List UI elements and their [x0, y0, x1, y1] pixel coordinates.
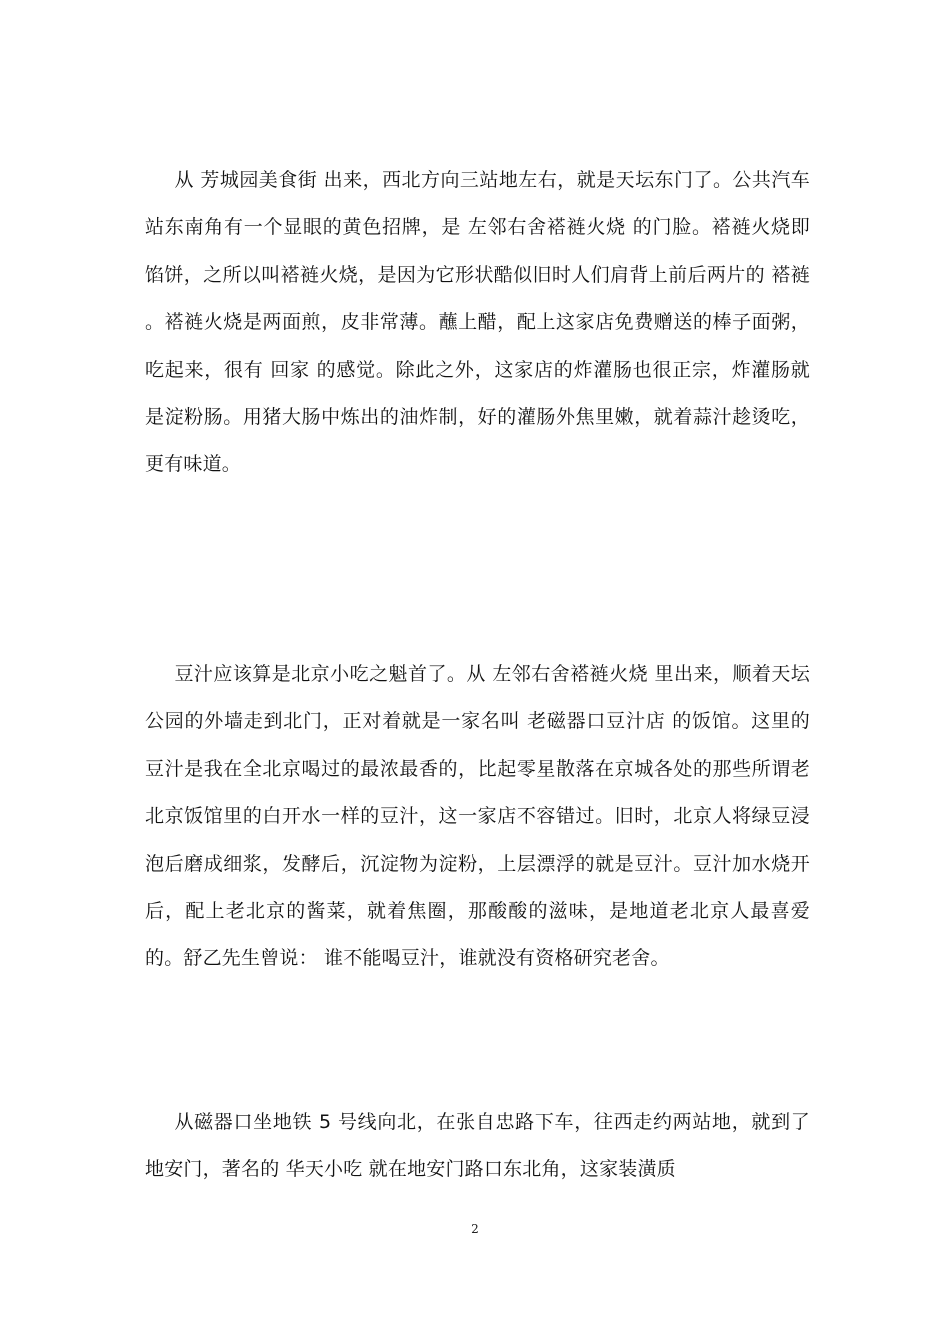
paragraph-3: 从磁器口坐地铁 5 号线向北，在张自忠路下车，往西走约两站地，就到了地安门，著名的 华天小吃 就在地安门路口东北角，这家装潢质	[145, 1111, 810, 1181]
paragraph-2: 豆汁应该算是北京小吃之魁首了。从 左邻右舍褡裢火烧 里出来，顺着天坛公园的外墙走到北门，正对着就是一家名叫 老磁器口豆汁店 的饭馆。这里的豆汁是我在全北京喝过的最浓最香的，比起零星散落在京城各处的那些所谓老北京饭馆里的白开水一样的豆汁，这一家店不容错过。旧时，北京人将绿豆浸泡后磨成细浆，发酵后，沉淀物为淀粉，上层漂浮的就是豆汁。豆汁加水烧开后，配上老北京的酱菜，就着焦圈，那酸酸的滋味，是地道老北京人最喜爱的。舒乙先生曾说： 谁不能喝豆汁，谁就没有资格研究老舍。	[145, 663, 810, 970]
paragraph-1: 从 芳城园美食街 出来，西北方向三站地左右，就是天坛东门了。公共汽车站东南角有一个显眼的黄色招牌，是 左邻右舍褡裢火烧 的门脸。褡裢火烧即馅饼，之所以叫褡裢火烧，是因为它形状酷似旧时人们肩背上前后两片的 褡裢 。褡裢火烧是两面煎，皮非常薄。蘸上醋，配上这家店免费赠送的棒子面粥，吃起来，很有 回家 的感觉。除此之外，这家店的炸灌肠也很正宗，炸灌肠就是淀粉肠。用猪大肠中炼出的油炸制，好的灌肠外焦里嫩，就着蒜汁趁烫吃，更有味道。	[145, 169, 810, 476]
page-number: 2	[471, 1222, 479, 1236]
